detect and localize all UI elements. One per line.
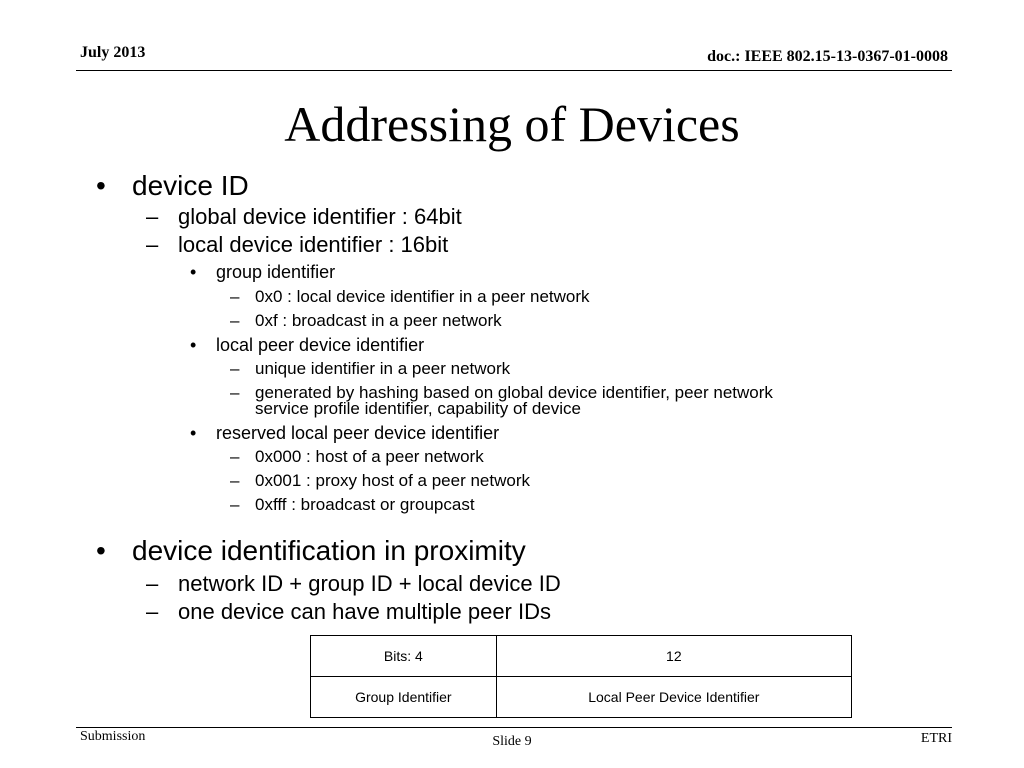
table-row xyxy=(311,677,852,718)
bullet-marker: • xyxy=(190,262,197,282)
dash-marker: – xyxy=(146,599,159,624)
table-cell-local-peer-device-identifier: Local Peer Device Identifier xyxy=(496,677,851,718)
table-cell-group-identifier: Group Identifier xyxy=(311,677,497,718)
slide-title: Addressing of Devices xyxy=(284,96,740,152)
bullet-group-identifier: group identifier xyxy=(216,262,336,282)
dash-marker: – xyxy=(230,287,240,306)
bullet-device-identification-in-proximity: device identification in proximity xyxy=(132,535,526,566)
bullet-0x0: 0x0 : local device identifier in a peer network xyxy=(255,287,590,306)
dash-marker: – xyxy=(146,232,159,257)
header-date: July 2013 xyxy=(80,44,146,61)
dash-marker: – xyxy=(230,359,240,378)
bullet-0x000: 0x000 : host of a peer network xyxy=(255,447,484,466)
header-divider xyxy=(76,70,952,71)
dash-marker: – xyxy=(230,471,240,490)
bullet-multiple-peer-ids: one device can have multiple peer IDs xyxy=(178,599,551,624)
footer-slide-number: Slide 9 xyxy=(492,734,532,749)
header-doc-id: doc.: IEEE 802.15-13-0367-01-0008 xyxy=(707,48,948,65)
bullet-marker: • xyxy=(190,423,197,443)
bullet-0x001: 0x001 : proxy host of a peer network xyxy=(255,471,530,490)
table-cell-bits-value: 12 xyxy=(496,636,851,677)
bullet-generated-by-hashing: generated by hashing based on global device identifier, peer network xyxy=(255,383,773,402)
bullet-device-id: device ID xyxy=(132,170,249,201)
dash-marker: – xyxy=(230,447,240,466)
dash-marker: – xyxy=(146,571,159,596)
dash-marker: – xyxy=(230,495,240,514)
bullet-generated-by-hashing-continued: service profile identifier, capability of device xyxy=(255,399,581,418)
bullet-network-id-composition: network ID + group ID + local device ID xyxy=(178,571,561,596)
bullet-marker: • xyxy=(190,335,197,355)
bullet-0xf: 0xf : broadcast in a peer network xyxy=(255,311,502,330)
footer-organization: ETRI xyxy=(920,731,952,746)
table-cell-bits-label: Bits: 4 xyxy=(311,636,497,677)
footer-submission: Submission xyxy=(80,729,146,744)
footer-divider xyxy=(76,727,952,728)
dash-marker: – xyxy=(146,204,159,229)
table-row xyxy=(311,636,852,677)
bullet-unique-identifier: unique identifier in a peer network xyxy=(255,359,511,378)
dash-marker: – xyxy=(230,383,240,402)
bullet-global-device-identifier: global device identifier : 64bit xyxy=(178,204,462,229)
bullet-marker: • xyxy=(96,170,106,201)
bullet-marker: • xyxy=(96,535,106,566)
peer-id-bit-table xyxy=(310,635,852,718)
bullet-reserved-local-peer-device-identifier: reserved local peer device identifier xyxy=(216,423,500,443)
bullet-0xfff: 0xfff : broadcast or groupcast xyxy=(255,495,475,514)
bullet-local-device-identifier: local device identifier : 16bit xyxy=(178,232,449,257)
bullet-local-peer-device-identifier: local peer device identifier xyxy=(216,335,425,355)
dash-marker: – xyxy=(230,311,240,330)
